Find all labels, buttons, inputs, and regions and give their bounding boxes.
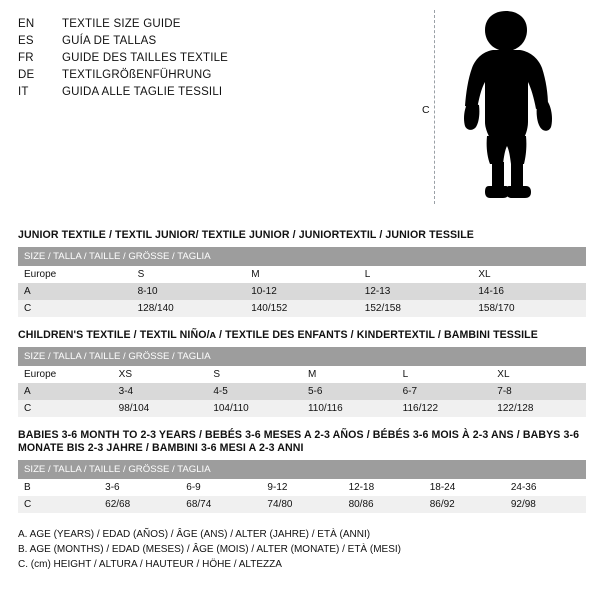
language-code: EN <box>18 18 35 30</box>
language-code: DE <box>18 69 35 81</box>
row-value: 80/86 <box>343 496 424 513</box>
row-value: 6-7 <box>397 383 492 400</box>
row-value: M <box>245 266 359 283</box>
row-value: 92/98 <box>505 496 586 513</box>
table-row <box>18 300 586 317</box>
row-value: 12-13 <box>359 283 473 300</box>
row-value: 12-18 <box>343 479 424 496</box>
table-row <box>18 366 586 383</box>
measure-dashed-line <box>434 10 435 204</box>
row-value: 110/116 <box>302 400 397 417</box>
table-row <box>18 400 586 417</box>
measurement-figure <box>420 8 580 208</box>
row-label: Europe <box>18 366 113 383</box>
row-value: 4-5 <box>207 383 302 400</box>
table-subheader-row <box>18 347 586 366</box>
row-value: 128/140 <box>132 300 246 317</box>
footnote-a: A. AGE (YEARS) / EDAD (AÑOS) / ÂGE (ANS) / ALTER (JAHRE) / ETÀ (ANNI) <box>18 529 371 540</box>
language-title: GUIDE DES TAILLES TEXTILE <box>62 52 229 64</box>
table-subheader-label: SIZE / TALLA / TAILLE / GRÖSSE / TAGLIA <box>18 347 586 366</box>
row-value: 62/68 <box>99 496 180 513</box>
table-row <box>18 383 586 400</box>
row-value: 68/74 <box>180 496 261 513</box>
row-value: 116/122 <box>397 400 492 417</box>
table-row <box>18 283 586 300</box>
table-row <box>18 266 586 283</box>
row-value: 140/152 <box>245 300 359 317</box>
row-value: L <box>397 366 492 383</box>
toddler-silhouette-icon <box>454 10 562 206</box>
table-subheader-row <box>18 247 586 266</box>
section-junior <box>18 229 586 317</box>
row-value: 6-9 <box>180 479 261 496</box>
row-label: A <box>18 283 132 300</box>
children-size-table <box>18 347 586 417</box>
row-value: S <box>132 266 246 283</box>
row-label: C <box>18 400 113 417</box>
row-value: XS <box>113 366 208 383</box>
row-value: 24-36 <box>505 479 586 496</box>
row-value: 104/110 <box>207 400 302 417</box>
section-children <box>18 329 586 417</box>
language-title: TEXTILGRÖßENFÜHRUNG <box>62 69 212 81</box>
table-subheader-row <box>18 460 586 479</box>
row-value: 8-10 <box>132 283 246 300</box>
row-value: 18-24 <box>424 479 505 496</box>
row-value: S <box>207 366 302 383</box>
footnotes <box>18 527 586 572</box>
row-value: 158/170 <box>472 300 586 317</box>
row-value: 5-6 <box>302 383 397 400</box>
row-value: 152/158 <box>359 300 473 317</box>
junior-size-table <box>18 247 586 317</box>
table-subheader-label: SIZE / TALLA / TAILLE / GRÖSSE / TAGLIA <box>18 460 586 479</box>
row-value: XL <box>491 366 586 383</box>
row-value: 10-12 <box>245 283 359 300</box>
language-code: ES <box>18 35 34 47</box>
row-label: B <box>18 479 99 496</box>
row-value: 74/80 <box>261 496 342 513</box>
section-title: BABIES 3-6 MONTH TO 2-3 YEARS / BEBÉS 3-6 MESES A 2-3 AÑOS / BÉBÉS 3-6 MOIS À 2-3 ANS / BABYS 3-6 MONATE BIS 2-3 JAHRE / BAMBINI 3-6 MESI A 2-3 ANNI <box>18 429 580 454</box>
row-value: XL <box>472 266 586 283</box>
section-title: CHILDREN'S TEXTILE / TEXTIL NIÑO/ᴀ / TEXTILE DES ENFANTS / KINDERTEXTIL / BAMBINI TESSILE <box>18 329 538 341</box>
footnote-c: C. (cm) HEIGHT / ALTURA / HAUTEUR / HÖHE / ALTEZZA <box>18 559 282 570</box>
language-code: IT <box>18 86 29 98</box>
language-title: TEXTILE SIZE GUIDE <box>62 18 181 30</box>
row-value: 7-8 <box>491 383 586 400</box>
row-value: 122/128 <box>491 400 586 417</box>
language-code: FR <box>18 52 34 64</box>
measure-label-c: C <box>422 104 430 116</box>
language-title: GUIDA ALLE TAGLIE TESSILI <box>62 86 223 98</box>
row-value: 86/92 <box>424 496 505 513</box>
table-row <box>18 496 586 513</box>
row-label: A <box>18 383 113 400</box>
row-value: 98/104 <box>113 400 208 417</box>
row-value: L <box>359 266 473 283</box>
row-label: Europe <box>18 266 132 283</box>
row-value: M <box>302 366 397 383</box>
row-value: 3-4 <box>113 383 208 400</box>
row-label: C <box>18 300 132 317</box>
row-value: 14-16 <box>472 283 586 300</box>
row-label: C <box>18 496 99 513</box>
babies-size-table <box>18 460 586 513</box>
footnote-b: B. AGE (MONTHS) / EDAD (MESES) / ÂGE (MOIS) / ALTER (MONATE) / ETÀ (MESI) <box>18 544 401 555</box>
table-subheader-label: SIZE / TALLA / TAILLE / GRÖSSE / TAGLIA <box>18 247 586 266</box>
table-row <box>18 479 586 496</box>
row-value: 3-6 <box>99 479 180 496</box>
row-value: 9-12 <box>261 479 342 496</box>
language-title: GUÍA DE TALLAS <box>62 35 157 47</box>
section-babies <box>18 429 586 513</box>
section-title: JUNIOR TEXTILE / TEXTIL JUNIOR/ TEXTILE JUNIOR / JUNIORTEXTIL / JUNIOR TESSILE <box>18 229 474 241</box>
